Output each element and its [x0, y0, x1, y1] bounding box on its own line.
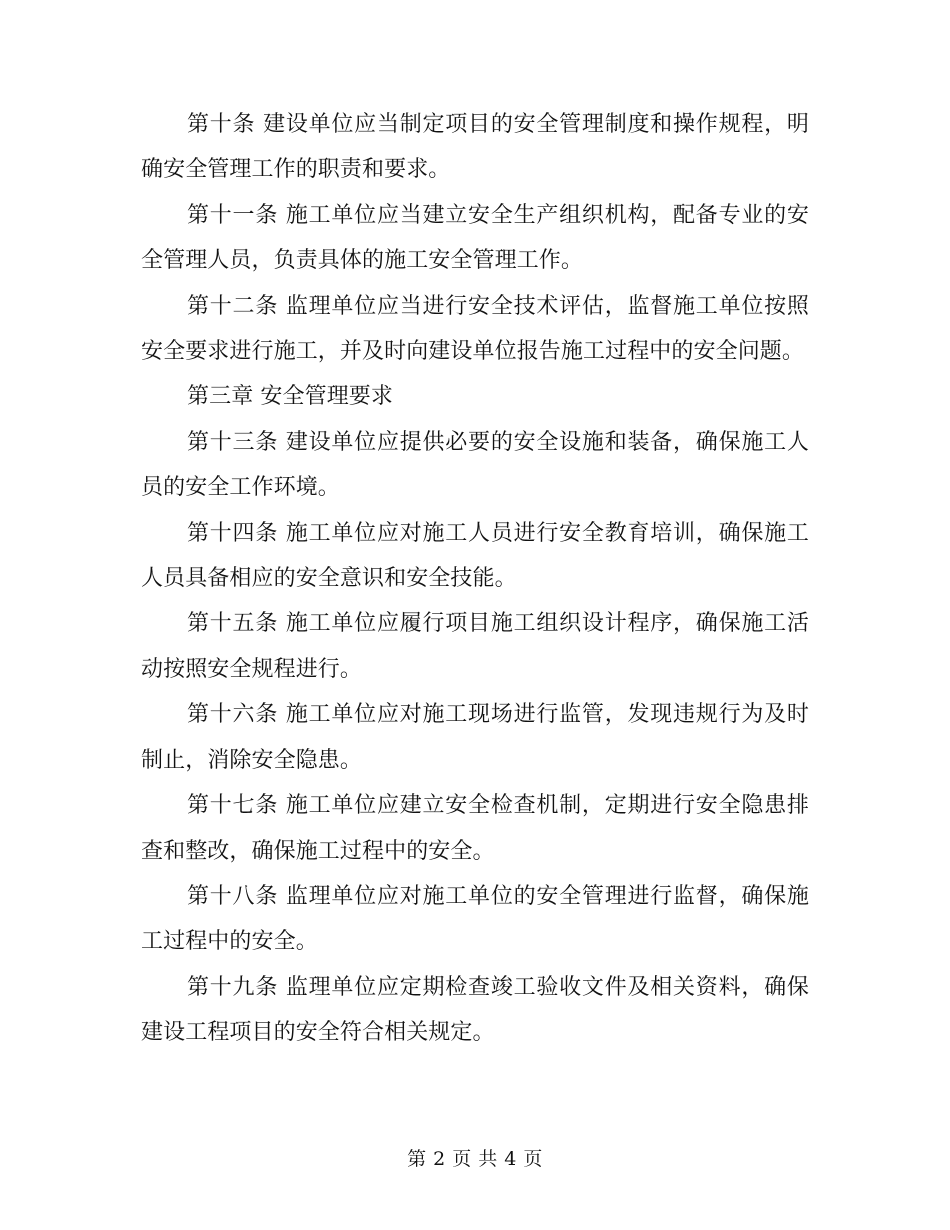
article-12: 第十二条 监理单位应当进行安全技术评估，监督施工单位按照安全要求进行施工，并及时向建设单位报告施工过程中的安全问题。 [141, 293, 809, 365]
article-19: 第十九条 监理单位应定期检查竣工验收文件及相关资料，确保建设工程项目的安全符合相关规定。 [141, 974, 809, 1046]
chapter-3-heading: 第三章 安全管理要求 [187, 384, 393, 410]
article-16: 第十六条 施工单位应对施工现场进行监管，发现违规行为及时制止，消除安全隐患。 [141, 702, 809, 773]
article-11: 第十一条 施工单位应当建立安全生产组织机构，配备专业的安全管理人员，负责具体的施工安全管理工作。 [141, 202, 809, 274]
article-14: 第十四条 施工单位应对施工人员进行安全教育培训，确保施工人员具备相应的安全意识和安全技能。 [141, 520, 809, 592]
page-number-footer: 第 2 页 共 4 页 [407, 1148, 543, 1170]
article-15: 第十五条 施工单位应履行项目施工组织设计程序，确保施工活动按照安全规程进行。 [141, 611, 809, 682]
article-17: 第十七条 施工单位应建立安全检查机制，定期进行安全隐患排查和整改，确保施工过程中的安全。 [141, 793, 809, 864]
article-13: 第十三条 建设单位应提供必要的安全设施和装备，确保施工人员的安全工作环境。 [141, 429, 809, 501]
document-body [141, 102, 809, 1056]
article-18: 第十八条 监理单位应对施工单位的安全管理进行监督，确保施工过程中的安全。 [141, 883, 809, 955]
article-10: 第十条 建设单位应当制定项目的安全管理制度和操作规程，明确安全管理工作的职责和要求。 [141, 112, 809, 183]
